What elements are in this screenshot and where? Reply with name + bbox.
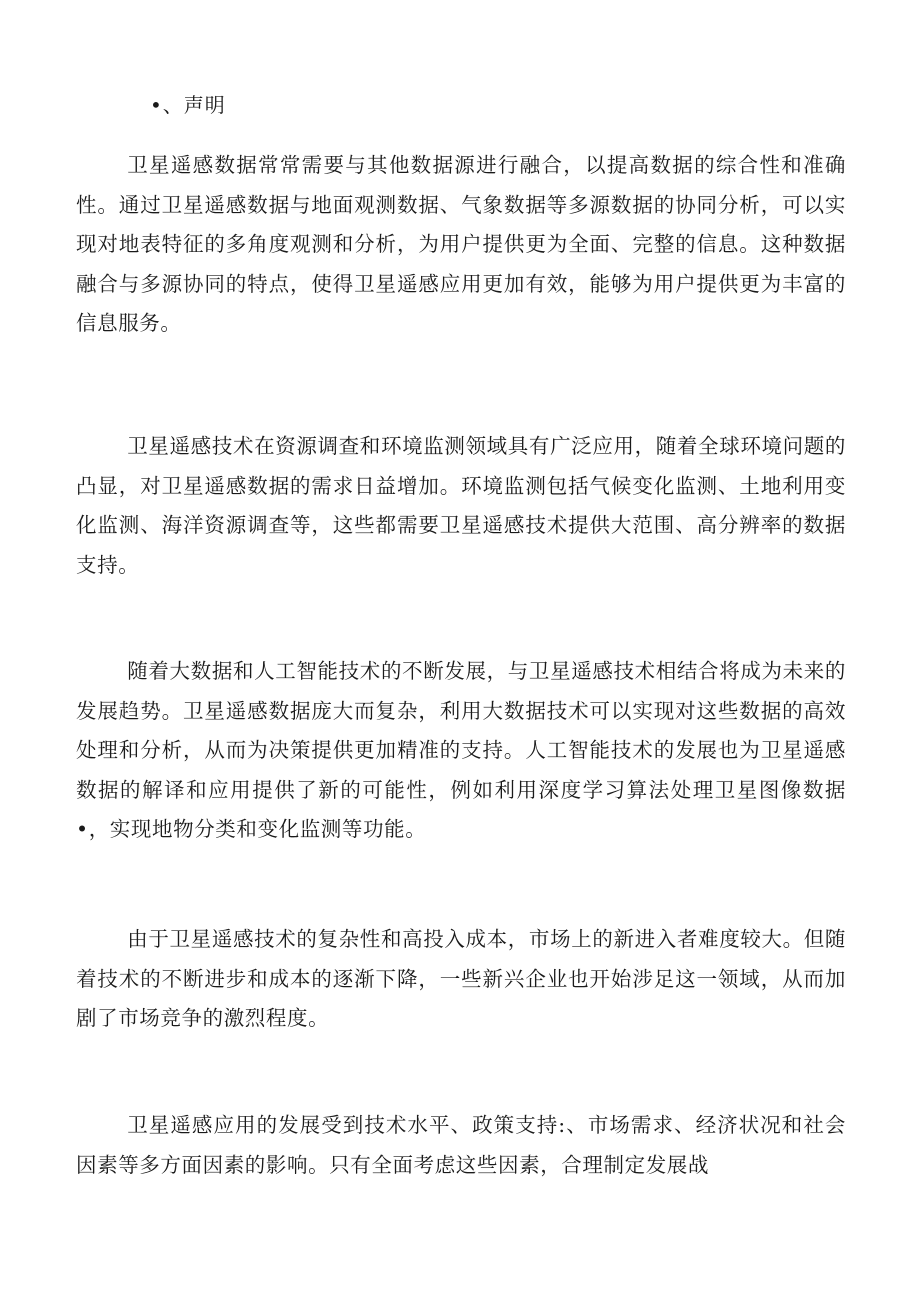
paragraph-development-factors: 卫星遥感应用的发展受到技术水平、政策支持:、市场需求、经济状况和社会因素等多方面因素的影响。只有全面考虑这些因素，合理制定发展战 (76, 1113, 846, 1177)
paragraph-data-fusion: 卫星遥感数据常常需要与其他数据源进行融合，以提高数据的综合性和准确性。通过卫星遥感数据与地面观测数据、气象数据等多源数据的协同分析，可以实现对地表特征的多角度观测和分析，为用户提供更为全面、完整的信息。这种数据融合与多源协同的特点，使得卫星遥感应用更加有效，能够为用户提供更为丰富的信息服务。 (76, 153, 846, 336)
paragraph-big-data-ai: 随着大数据和人工智能技术的不断发展，与卫星遥感技术相结合将成为未来的发展趋势。卫星遥感数据庞大而复杂，利用大数据技术可以实现对这些数据的高效处理和分析，从而为决策提供更加精准的支持。人工智能技术的发展也为卫星遥感数据的解译和应用提供了新的可能性，例如利用深度学习算法处理卫星图像数据•，实现地物分类和变化监测等功能。 (76, 659, 846, 842)
paragraph-resource-monitoring: 卫星遥感技术在资源调查和环境监测领域具有广泛应用，随着全球环境问题的凸显，对卫星遥感数据的需求日益增加。环境监测包括气候变化监测、土地利用变化监测、海洋资源调查等，这些都需要卫星遥感技术提供大范围、高分辨率的数据支持。 (76, 434, 846, 577)
section-heading: •、声明 (150, 93, 226, 117)
paragraph-market-entry: 由于卫星遥感技术的复杂性和高投入成本，市场上的新进入者难度较大。但随着技术的不断进步和成本的逐渐下降，一些新兴企业也开始涉足这一领域，从而加剧了市场竞争的激烈程度。 (76, 927, 846, 1031)
